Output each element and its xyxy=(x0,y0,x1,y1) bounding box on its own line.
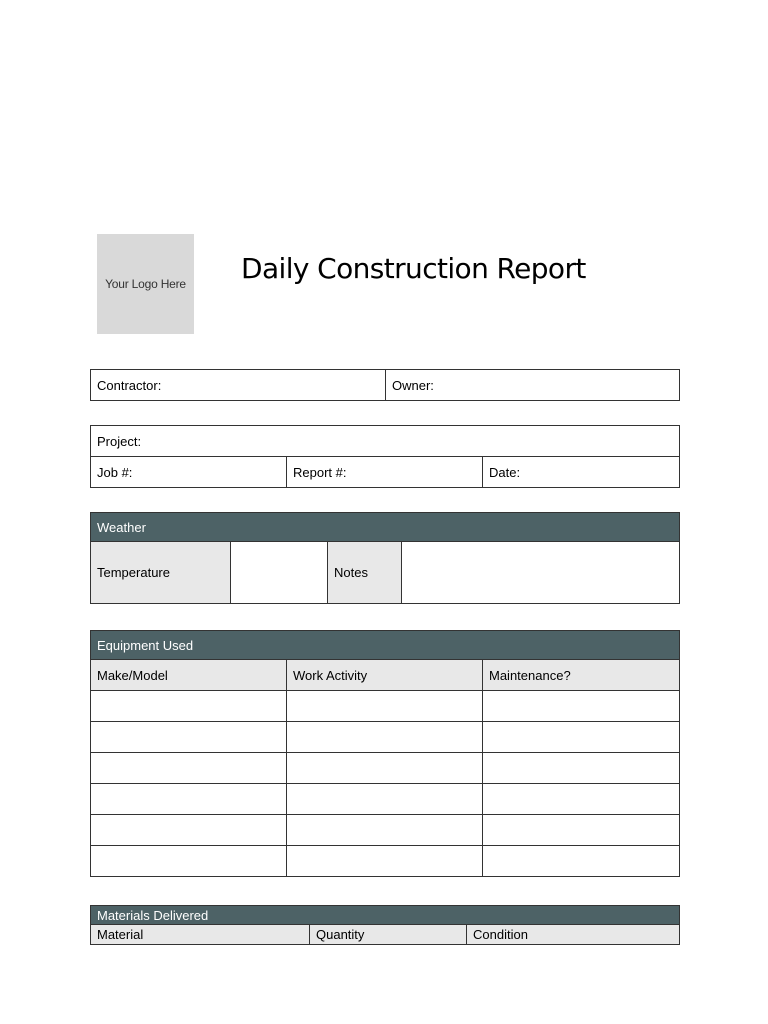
work-activity-cell[interactable] xyxy=(287,753,483,784)
materials-header-row xyxy=(91,906,680,925)
temperature-input[interactable] xyxy=(231,542,328,604)
job-number-label: Job #: xyxy=(97,464,133,480)
make-model-cell[interactable] xyxy=(91,753,287,784)
report-title: Daily Construction Report xyxy=(241,252,586,285)
job-number-field[interactable] xyxy=(91,457,287,488)
make-model-cell[interactable] xyxy=(91,784,287,815)
maintenance-cell[interactable] xyxy=(483,753,680,784)
maintenance-cell[interactable] xyxy=(483,846,680,877)
maintenance-cell[interactable] xyxy=(483,691,680,722)
equipment-row xyxy=(91,753,680,784)
project-field[interactable] xyxy=(91,426,680,457)
make-model-cell[interactable] xyxy=(91,691,287,722)
make-model-cell[interactable] xyxy=(91,815,287,846)
make-model-cell[interactable] xyxy=(91,846,287,877)
contractor-owner-table xyxy=(90,369,680,401)
project-table xyxy=(90,425,680,488)
column-header-quantity: Quantity xyxy=(310,925,467,945)
equipment-table xyxy=(90,630,680,877)
work-activity-cell[interactable] xyxy=(287,691,483,722)
job-report-date-row xyxy=(91,457,680,488)
equipment-row xyxy=(91,691,680,722)
column-header-condition: Condition xyxy=(467,925,680,945)
project-label: Project: xyxy=(97,433,142,449)
equipment-header: Equipment Used xyxy=(91,631,680,660)
equipment-row xyxy=(91,846,680,877)
contractor-field[interactable] xyxy=(91,370,386,401)
equipment-columns-row xyxy=(91,660,680,691)
weather-table xyxy=(90,512,680,604)
column-header-material: Material xyxy=(91,925,310,945)
work-activity-cell[interactable] xyxy=(287,815,483,846)
column-header-work-activity: Work Activity xyxy=(287,660,483,691)
contractor-label: Contractor: xyxy=(97,377,162,393)
maintenance-cell[interactable] xyxy=(483,815,680,846)
make-model-cell[interactable] xyxy=(91,722,287,753)
report-number-label: Report #: xyxy=(293,464,347,480)
weather-row xyxy=(91,542,680,604)
equipment-row xyxy=(91,722,680,753)
logo-placeholder xyxy=(97,234,194,334)
owner-label: Owner: xyxy=(392,377,434,393)
materials-table xyxy=(90,905,680,945)
column-header-make-model: Make/Model xyxy=(91,660,287,691)
date-label: Date: xyxy=(489,464,521,480)
column-header-maintenance: Maintenance? xyxy=(483,660,680,691)
work-activity-cell[interactable] xyxy=(287,846,483,877)
owner-field[interactable] xyxy=(386,370,680,401)
weather-header-row xyxy=(91,513,680,542)
date-field[interactable] xyxy=(483,457,680,488)
equipment-header-row xyxy=(91,631,680,660)
maintenance-cell[interactable] xyxy=(483,784,680,815)
notes-input[interactable] xyxy=(402,542,680,604)
materials-columns-row xyxy=(91,925,680,945)
maintenance-cell[interactable] xyxy=(483,722,680,753)
work-activity-cell[interactable] xyxy=(287,784,483,815)
temperature-label: Temperature xyxy=(91,542,231,604)
notes-label: Notes xyxy=(328,542,402,604)
contractor-owner-row xyxy=(91,370,680,401)
equipment-row xyxy=(91,815,680,846)
weather-header: Weather xyxy=(91,513,680,542)
report-number-field[interactable] xyxy=(287,457,483,488)
work-activity-cell[interactable] xyxy=(287,722,483,753)
project-row xyxy=(91,426,680,457)
materials-header: Materials Delivered xyxy=(91,906,680,925)
equipment-row xyxy=(91,784,680,815)
logo-text: Your Logo Here xyxy=(105,277,186,291)
